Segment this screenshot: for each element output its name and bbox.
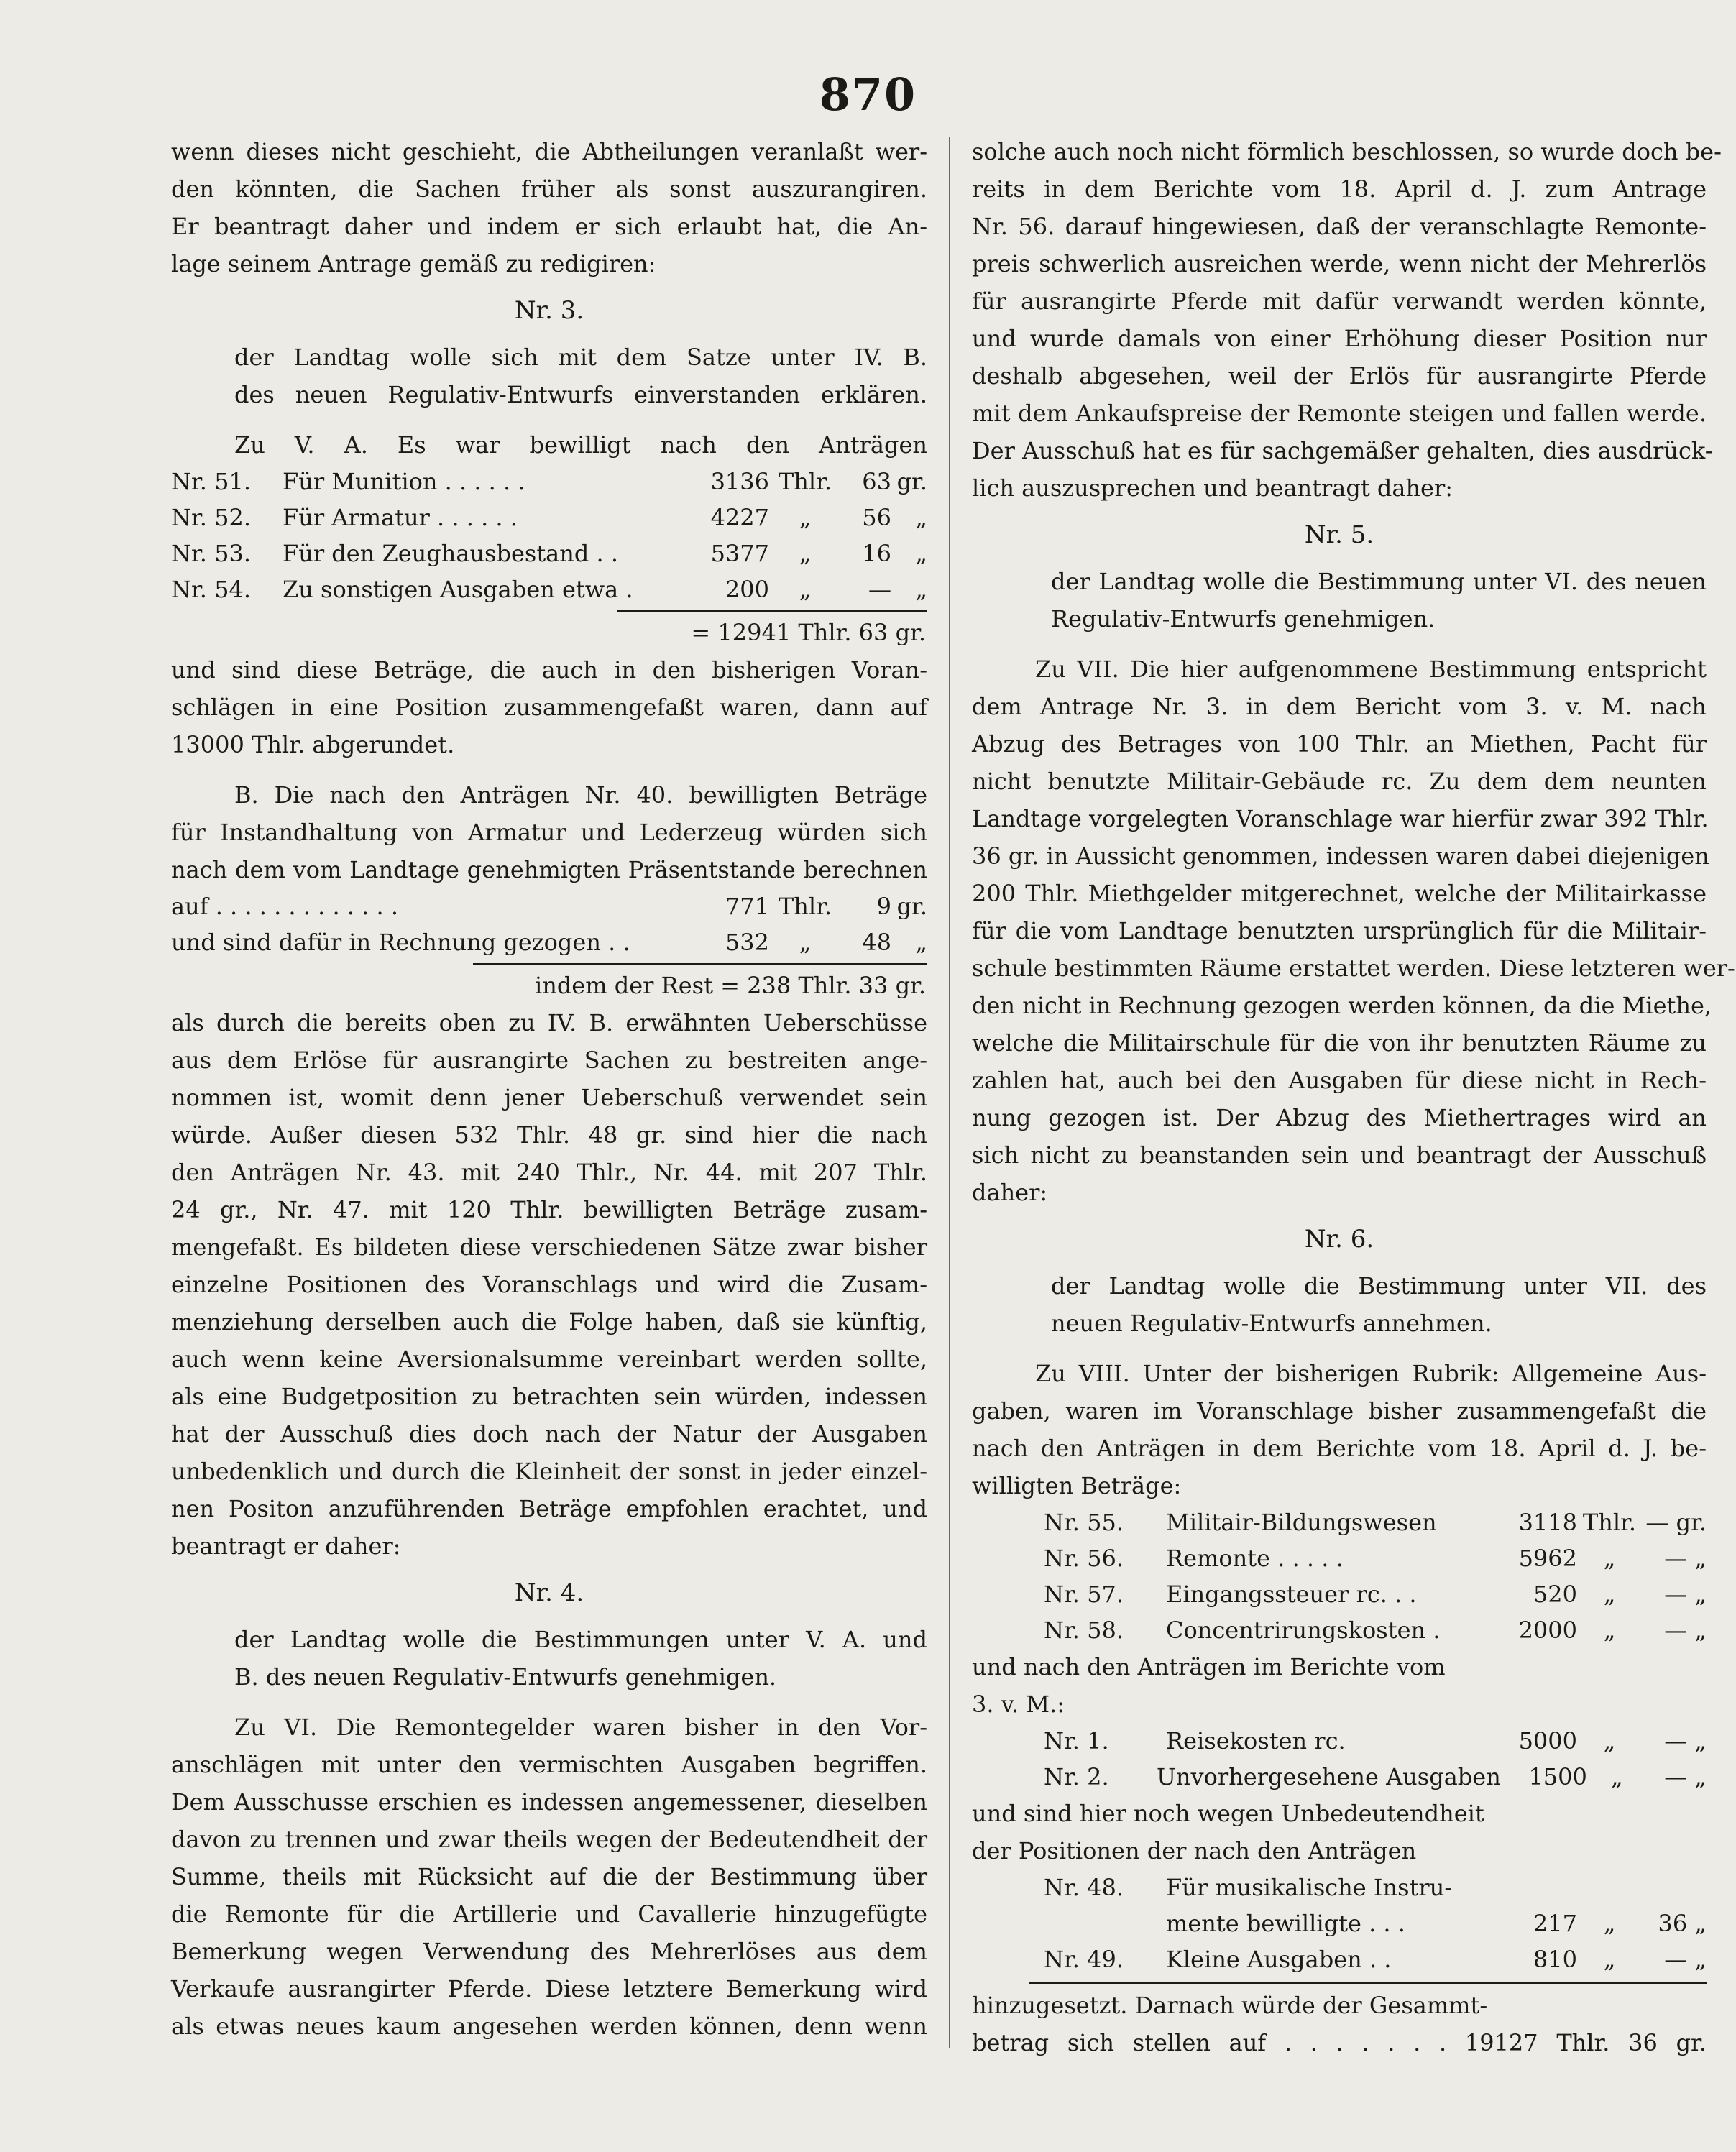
text-line: nen Positon anzuführenden Beträge empfohlen erachtet, und <box>171 1495 927 1522</box>
row-cents <box>1642 1870 1707 1905</box>
table-row <box>972 1576 1707 1612</box>
row-number: Nr. 54. <box>171 576 252 603</box>
row-number: Nr. 57. <box>1044 1581 1124 1608</box>
text-line: der Positionen der nach den Anträgen <box>972 1837 1417 1864</box>
viii-table <box>972 1504 1707 1648</box>
row-cents: — „ <box>1664 1545 1707 1572</box>
row-amount: 5377 <box>710 540 769 567</box>
text-line: Landtage vorgelegten Voranschlage war hierfür zwar 392 Thlr. <box>972 805 1709 832</box>
sum-rule <box>617 610 927 612</box>
table-row <box>171 571 927 607</box>
text-line: Nr. 56. darauf hingewiesen, daß der veranschlagte Remonte- <box>972 213 1707 240</box>
text-line: den nicht in Rechnung gezogen werden können, da die Miethe, <box>972 992 1712 1019</box>
va-paragraph <box>171 651 927 763</box>
row-unit2: „ <box>915 504 927 531</box>
row-label: mente bewilligte . . . <box>1166 1910 1405 1937</box>
viii-table-3 <box>972 1870 1707 1984</box>
row-cents: — „ <box>1664 1727 1707 1755</box>
text-line: mengefaßt. Es bildeten diese verschiedenen Sätze zwar bisher <box>171 1233 927 1261</box>
text-line: B. des neuen Regulativ-Entwurfs genehmigen. <box>234 1663 777 1691</box>
text-line: reits in dem Berichte vom 18. April d. J. zum Antrage <box>972 175 1707 203</box>
row-amount: 4227 <box>710 504 769 531</box>
row-number: Nr. 53. <box>171 540 252 567</box>
row-number: Nr. 52. <box>171 504 252 531</box>
row-cents: 48 <box>862 929 891 956</box>
text-line: B. Die nach den Anträgen Nr. 40. bewilligten Beträge <box>234 781 927 809</box>
row-label: Für musikalische Instru- <box>1166 1874 1453 1901</box>
row-amount: 810 <box>1533 1946 1577 1973</box>
resolution-nr5 <box>972 563 1707 638</box>
row-amount: 5962 <box>1518 1545 1577 1572</box>
table-row <box>972 1540 1707 1576</box>
b-paragraph-2 <box>171 1004 927 1565</box>
text-line: 3. v. M.: <box>972 1691 1065 1718</box>
row-amount: 200 <box>725 576 769 603</box>
va-table <box>171 464 927 651</box>
row-label: Für Munition . . . . . . <box>283 468 525 495</box>
va-total: = 12941 Thlr. 63 gr. <box>691 619 926 646</box>
table-row <box>972 1759 1707 1795</box>
row-number: Nr. 55. <box>1044 1509 1124 1536</box>
resolution-heading-nr3: Nr. 3. <box>514 296 584 325</box>
table-row <box>171 924 927 960</box>
text-line: schule bestimmten Räume erstattet werden. Diese letzteren wer- <box>972 955 1735 982</box>
sum-rule <box>473 963 927 965</box>
text-line: als durch die bereits oben zu IV. B. erwähnten Ueberschüsse <box>171 1009 927 1036</box>
resolution-nr3 <box>171 339 927 413</box>
text-line: Bemerkung wegen Verwendung des Mehrerlöses aus dem <box>171 1938 927 1965</box>
text-line: nach den Anträgen in dem Berichte vom 18. April d. J. be- <box>972 1435 1707 1462</box>
text-line: zahlen hat, auch bei den Ausgaben für diese nicht in Rech- <box>972 1067 1707 1094</box>
text-line: Dem Ausschusse erschien es indessen angemessener, dieselben <box>171 1788 927 1816</box>
text-line: für Instandhaltung von Armatur und Lederzeug würden sich <box>171 819 927 846</box>
row-amount: 3118 <box>1518 1509 1577 1536</box>
text-line: Zu VIII. Unter der bisherigen Rubrik: Allgemeine Aus- <box>1035 1360 1707 1387</box>
text-line: als etwas neues kaum angesehen werden können, denn wenn <box>171 2013 927 2040</box>
text-line: deshalb abgesehen, weil der Erlös für ausrangirte Pferde <box>972 362 1707 390</box>
row-unit: „ <box>799 540 812 567</box>
resolution-heading-nr5: Nr. 5. <box>1304 520 1374 549</box>
table-row <box>972 1870 1707 1905</box>
right-column <box>972 133 1735 2061</box>
row-unit: „ <box>799 576 812 603</box>
row-label: Für den Zeughausbestand . . <box>283 540 619 567</box>
text-line: und wurde damals von einer Erhöhung dieser Position nur <box>972 325 1707 352</box>
text-line: welche die Militairschule für die von ihr benutzten Räume zu <box>972 1029 1707 1057</box>
text-line: nommen ist, womit denn jener Ueberschuß verwendet sein <box>171 1084 927 1111</box>
row-cents: — „ <box>1664 1946 1707 1973</box>
text-line: preis schwerlich ausreichen werde, wenn nicht der Mehrerlös <box>972 250 1707 277</box>
text-line: und nach den Anträgen im Berichte vom <box>972 1653 1446 1680</box>
text-line: die Remonte für die Artillerie und Cavallerie hinzugefügte <box>171 1900 927 1928</box>
text-line: als eine Budgetposition zu betrachten sein würden, indessen <box>171 1383 927 1410</box>
row-number: Nr. 51. <box>171 468 252 495</box>
text-line: wenn dieses nicht geschieht, die Abtheilungen veranlaßt wer- <box>171 138 927 165</box>
text-line: der Landtag wolle die Bestimmung unter VII. des <box>1051 1272 1707 1300</box>
text-line: aus dem Erlöse für ausrangirte Sachen zu bestreiten ange- <box>171 1047 927 1074</box>
row-cents: — <box>868 576 891 603</box>
table-row <box>171 888 927 924</box>
resolution-heading-nr6: Nr. 6. <box>1304 1225 1374 1254</box>
text-line: einzelne Positionen des Voranschlags und wird die Zusam- <box>171 1271 927 1298</box>
table-row <box>171 535 927 571</box>
row-number: Nr. 58. <box>1044 1617 1124 1644</box>
text-line: Der Ausschuß hat es für sachgemäßer gehalten, dies ausdrück- <box>972 437 1713 464</box>
row-cents: — „ <box>1664 1581 1707 1608</box>
row-unit: „ <box>1603 1545 1616 1572</box>
table-row <box>171 500 927 535</box>
row-amount: 532 <box>725 929 769 956</box>
resolution-nr4 <box>171 1621 927 1696</box>
text-line: davon zu trennen und zwar theils wegen der Bedeutendheit der <box>171 1826 927 1853</box>
text-line: der Landtag wolle die Bestimmung unter VI. des neuen <box>1051 568 1707 595</box>
table-row <box>171 464 927 500</box>
text-line: 13000 Thlr. abgerundet. <box>171 731 455 758</box>
row-unit: „ <box>1603 1727 1616 1755</box>
text-line: daher: <box>972 1179 1048 1206</box>
row-unit: „ <box>1603 1910 1616 1937</box>
row-cents: — „ <box>1664 1617 1707 1644</box>
row-unit2: gr. <box>896 468 927 495</box>
row-amount: 771 <box>725 893 769 920</box>
text-line: nach dem vom Landtage genehmigten Präsentstande berechnen <box>171 856 927 883</box>
viii-paragraph <box>972 1355 1707 1504</box>
text-line: nung gezogen ist. Der Abzug des Miethertrages wird an <box>972 1104 1707 1131</box>
text-line: dem Antrage Nr. 3. in dem Bericht vom 3. v. M. nach <box>972 693 1707 720</box>
row-unit <box>1577 1870 1642 1905</box>
table-row <box>972 1905 1707 1941</box>
row-unit: Thlr. <box>778 893 832 920</box>
viii-table-2 <box>972 1723 1707 1795</box>
row-unit: „ <box>799 929 812 956</box>
table-row <box>972 1504 1707 1540</box>
row-label: Eingangssteuer rc. . . <box>1166 1581 1417 1608</box>
right-intro <box>972 133 1722 507</box>
row-unit: „ <box>1603 1946 1616 1973</box>
text-line: unbedenklich und durch die Kleinheit der sonst in jeder einzel- <box>171 1458 927 1485</box>
row-amount: 520 <box>1533 1581 1577 1608</box>
row-unit: „ <box>1603 1581 1616 1608</box>
row-number: Nr. 1. <box>1044 1727 1109 1755</box>
row-label: Remonte . . . . . <box>1166 1545 1344 1572</box>
text-line: Zu VII. Die hier aufgenommene Bestimmung entspricht <box>1035 656 1707 683</box>
row-unit2: gr. <box>896 893 927 920</box>
row-amount: 2000 <box>1518 1617 1577 1644</box>
row-amount: 217 <box>1533 1910 1577 1937</box>
row-amount: 5000 <box>1518 1727 1577 1755</box>
resolution-nr6 <box>972 1267 1707 1342</box>
row-unit: „ <box>1603 1617 1616 1644</box>
text-line: für die vom Landtage benutzten ursprünglich für die Militair- <box>972 917 1707 944</box>
row-label: Unvorhergesehene Ausgaben <box>1156 1763 1501 1790</box>
text-line: hinzugesetzt. Darnach würde der Gesammt- <box>972 1992 1488 2019</box>
text-line: den könnten, die Sachen früher als sonst auszurangiren. <box>171 175 927 203</box>
row-cents: 56 <box>862 504 891 531</box>
b-paragraph <box>171 776 927 888</box>
text-line: Zu VI. Die Remontegelder waren bisher in den Vor- <box>234 1714 927 1741</box>
b-rest: indem der Rest = 238 Thlr. 33 gr. <box>534 972 926 999</box>
text-line: den Anträgen Nr. 43. mit 240 Thlr., Nr. 44. mit 207 Thlr. <box>171 1159 927 1186</box>
text-line: neuen Regulativ-Entwurfs annehmen. <box>1051 1310 1492 1337</box>
row-unit2: „ <box>915 540 927 567</box>
row-label: Zu sonstigen Ausgaben etwa . <box>283 576 633 603</box>
text-line: 24 gr., Nr. 47. mit 120 Thlr. bewilligten Beträge zusam- <box>171 1196 927 1223</box>
resolution-heading-nr4: Nr. 4. <box>514 1578 584 1607</box>
text-line: auch wenn keine Aversionalsumme vereinbart werden sollte, <box>171 1346 927 1373</box>
row-unit: Thlr. <box>1582 1509 1637 1536</box>
text-line: mit dem Ankaufspreise der Remonte steigen und fallen werde. <box>972 400 1707 427</box>
text-line: lich auszusprechen und beantragt daher: <box>972 474 1453 502</box>
table-row <box>972 1612 1707 1648</box>
text-line: solche auch noch nicht förmlich beschlossen, so wurde doch be- <box>972 138 1722 165</box>
row-label: Für Armatur . . . . . . <box>283 504 518 531</box>
row-number: Nr. 48. <box>1044 1874 1124 1901</box>
row-number <box>972 1905 1166 1941</box>
text-line: lage seinem Antrage gemäß zu redigiren: <box>171 250 656 277</box>
row-cents: — gr. <box>1645 1509 1707 1536</box>
row-cents: 9 <box>876 893 891 920</box>
text-line: gaben, waren im Voranschlage bisher zusammengefaßt die <box>972 1397 1707 1425</box>
row-label: auf . . . . . . . . . . . . . <box>171 893 398 920</box>
row-number: Nr. 2. <box>1044 1763 1109 1790</box>
text-line: der Landtag wolle sich mit dem Satze unter IV. B. <box>234 344 927 371</box>
text-line: menziehung derselben auch die Folge haben, daß sie künftig, <box>171 1308 927 1335</box>
text-line: Summe, theils mit Rücksicht auf die der Bestimmung über <box>171 1863 927 1890</box>
row-amount: 3136 <box>710 468 769 495</box>
row-label: Kleine Ausgaben . . <box>1166 1946 1392 1973</box>
b-table <box>171 888 927 1004</box>
text-line: für ausrangirte Pferde mit dafür verwandt werden könnte, <box>972 288 1707 315</box>
row-unit2: „ <box>915 576 927 603</box>
row-amount <box>1484 1870 1577 1905</box>
row-label: und sind dafür in Rechnung gezogen . . <box>171 929 630 956</box>
text-line: Abzug des Betrages von 100 Thlr. an Miethen, Pacht für <box>972 730 1707 758</box>
row-number: Nr. 49. <box>1044 1946 1124 1973</box>
left-column <box>171 133 927 2045</box>
vii-paragraph <box>972 650 1735 1211</box>
left-intro <box>171 133 927 282</box>
row-cents: — „ <box>1664 1763 1707 1790</box>
row-unit: „ <box>799 504 812 531</box>
text-line: schlägen in eine Position zusammengefaßt waren, dann auf <box>171 694 927 721</box>
text-line: nicht benutzte Militair-Gebäude rc. Zu dem dem neunten <box>972 768 1707 795</box>
row-cents: 36 „ <box>1658 1910 1707 1937</box>
text-line: des neuen Regulativ-Entwurfs einverstanden erklären. <box>234 381 927 408</box>
sum-rule <box>1029 1982 1707 1984</box>
text-line: 200 Thlr. Miethgelder mitgerechnet, welche der Militairkasse <box>972 880 1707 907</box>
text-line: beantragt er daher: <box>171 1532 401 1560</box>
row-cents: 63 <box>862 468 891 495</box>
grand-total-line: betrag sich stellen auf . . . . . . . 19127 Thlr. 36 gr. <box>972 2029 1707 2056</box>
text-line: Verkaufe ausrangirter Pferde. Diese letztere Bemerkung wird <box>171 1975 927 2002</box>
table-row <box>972 1723 1707 1759</box>
text-line: würde. Außer diesen 532 Thlr. 48 gr. sind hier die nach <box>171 1121 927 1149</box>
row-label: Reisekosten rc. <box>1166 1727 1346 1755</box>
text-line: und sind diese Beträge, die auch in den bisherigen Voran- <box>171 656 927 684</box>
text-line: der Landtag wolle die Bestimmungen unter V. A. und <box>234 1626 927 1653</box>
vi-paragraph <box>171 1709 927 2045</box>
row-number: Nr. 56. <box>1044 1545 1124 1572</box>
text-line: hat der Ausschuß dies doch nach der Natur der Ausgaben <box>171 1420 927 1448</box>
text-line: anschlägen mit unter den vermischten Ausgaben begriffen. <box>171 1751 927 1778</box>
text-line: 36 gr. in Aussicht genommen, indessen waren dabei diejenigen <box>972 842 1709 870</box>
table-row <box>972 1941 1707 1977</box>
row-amount: 1500 <box>1528 1763 1587 1790</box>
row-unit: „ <box>1611 1763 1623 1790</box>
row-label: Militair-Bildungswesen <box>1166 1509 1437 1536</box>
text-line: Er beantragt daher und indem er sich erlaubt hat, die An- <box>171 213 927 240</box>
column-divider <box>949 137 950 2048</box>
text-line: und sind hier noch wegen Unbedeutendheit <box>972 1800 1484 1827</box>
text-line: Regulativ-Entwurfs genehmigen. <box>1051 605 1436 633</box>
row-label: Concentrirungskosten . <box>1166 1617 1441 1644</box>
row-unit2: „ <box>915 929 927 956</box>
row-cents: 16 <box>862 540 891 567</box>
text-line: sich nicht zu beanstanden sein und beantragt der Ausschuß <box>972 1141 1707 1169</box>
section-va-intro: Zu V. A. Es war bewilligt nach den Anträgen <box>234 431 927 459</box>
text-line: willigten Beträge: <box>972 1472 1182 1499</box>
page-number: 870 <box>819 68 917 121</box>
row-unit: Thlr. <box>778 468 832 495</box>
